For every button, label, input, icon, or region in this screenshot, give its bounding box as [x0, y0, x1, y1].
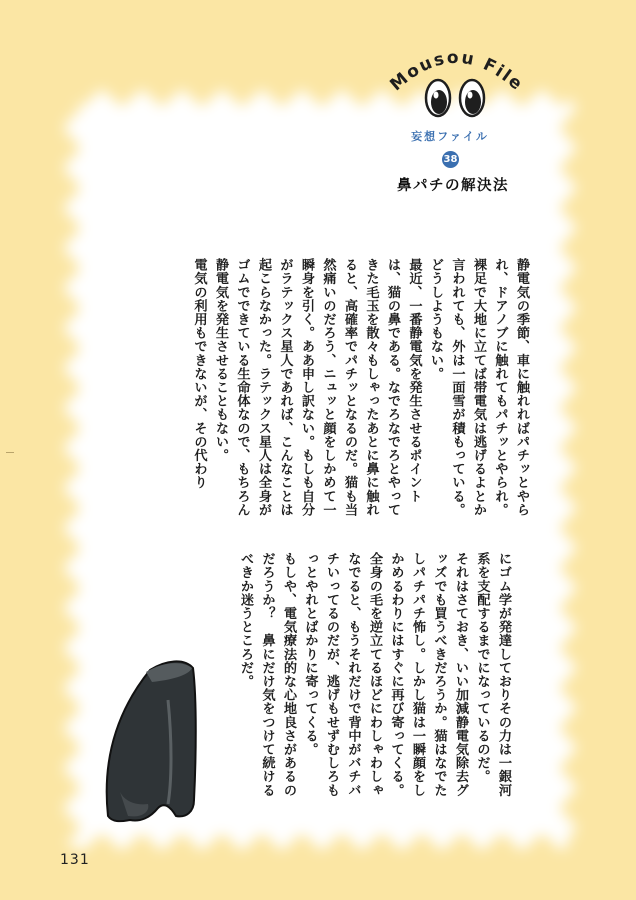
paragraph: 電気の利用もできないが、その代わり: [191, 258, 207, 490]
arc-title-text: Mousou File: [386, 47, 528, 96]
margin-mark: [6, 452, 14, 453]
file-number-badge: 38: [442, 151, 459, 168]
paragraph: 静電気の季節、車に触れればパチッとやられ、ドアノブに触れてもパチッとやられ。裸足で大地に立てば帯電気は逃げるよとか言われても、外は一面雪が積もっている。どうしようもない。: [428, 258, 529, 517]
paragraph: もしや、電気療法的な心地良さがあるのだろうか？ 鼻にだけ気をつけて続けるべきか迷うところだ。: [238, 552, 296, 797]
page-number: 131: [60, 852, 90, 868]
paragraph: 最近、一番静電気を発生させるポイントは、猫の鼻である。なでろなでろとやってきた毛玉を散々もしゃったあとに鼻に触れると、高確率でパチッとなるのだ。猫も当然痛いのだろう、ニュッと顔をしかめて一瞬身を引く。ああ申し訳ない。もしも自分がラテックス星人であれば、こんなことは起こらなかった。ラテックス星人は全身がゴムでできている生命体なので、もちろん静電気を発生させることもない。: [213, 258, 422, 517]
paragraph: それはさておき、いい加減静電気除去グッズでも買うべきだろうか。猫はなでたしパチパチ怖し。しかし猫は一瞬顔をしかめるわりにはすぐに再び寄ってくる。全身の毛を逆立てるほどにわしゃわしゃなでると、もうそれだけで背中がバチバチいってるのだが、逃げもせずむしろもっとやれとばかりに寄ってくる。: [302, 552, 468, 797]
paragraph: にゴム学が発達しておりその力は一銀河系を支配するまでになっているのだ。: [474, 552, 511, 797]
file-label: 妄想ファイル: [411, 130, 489, 143]
article-title: 鼻パチの解決法: [397, 178, 509, 194]
